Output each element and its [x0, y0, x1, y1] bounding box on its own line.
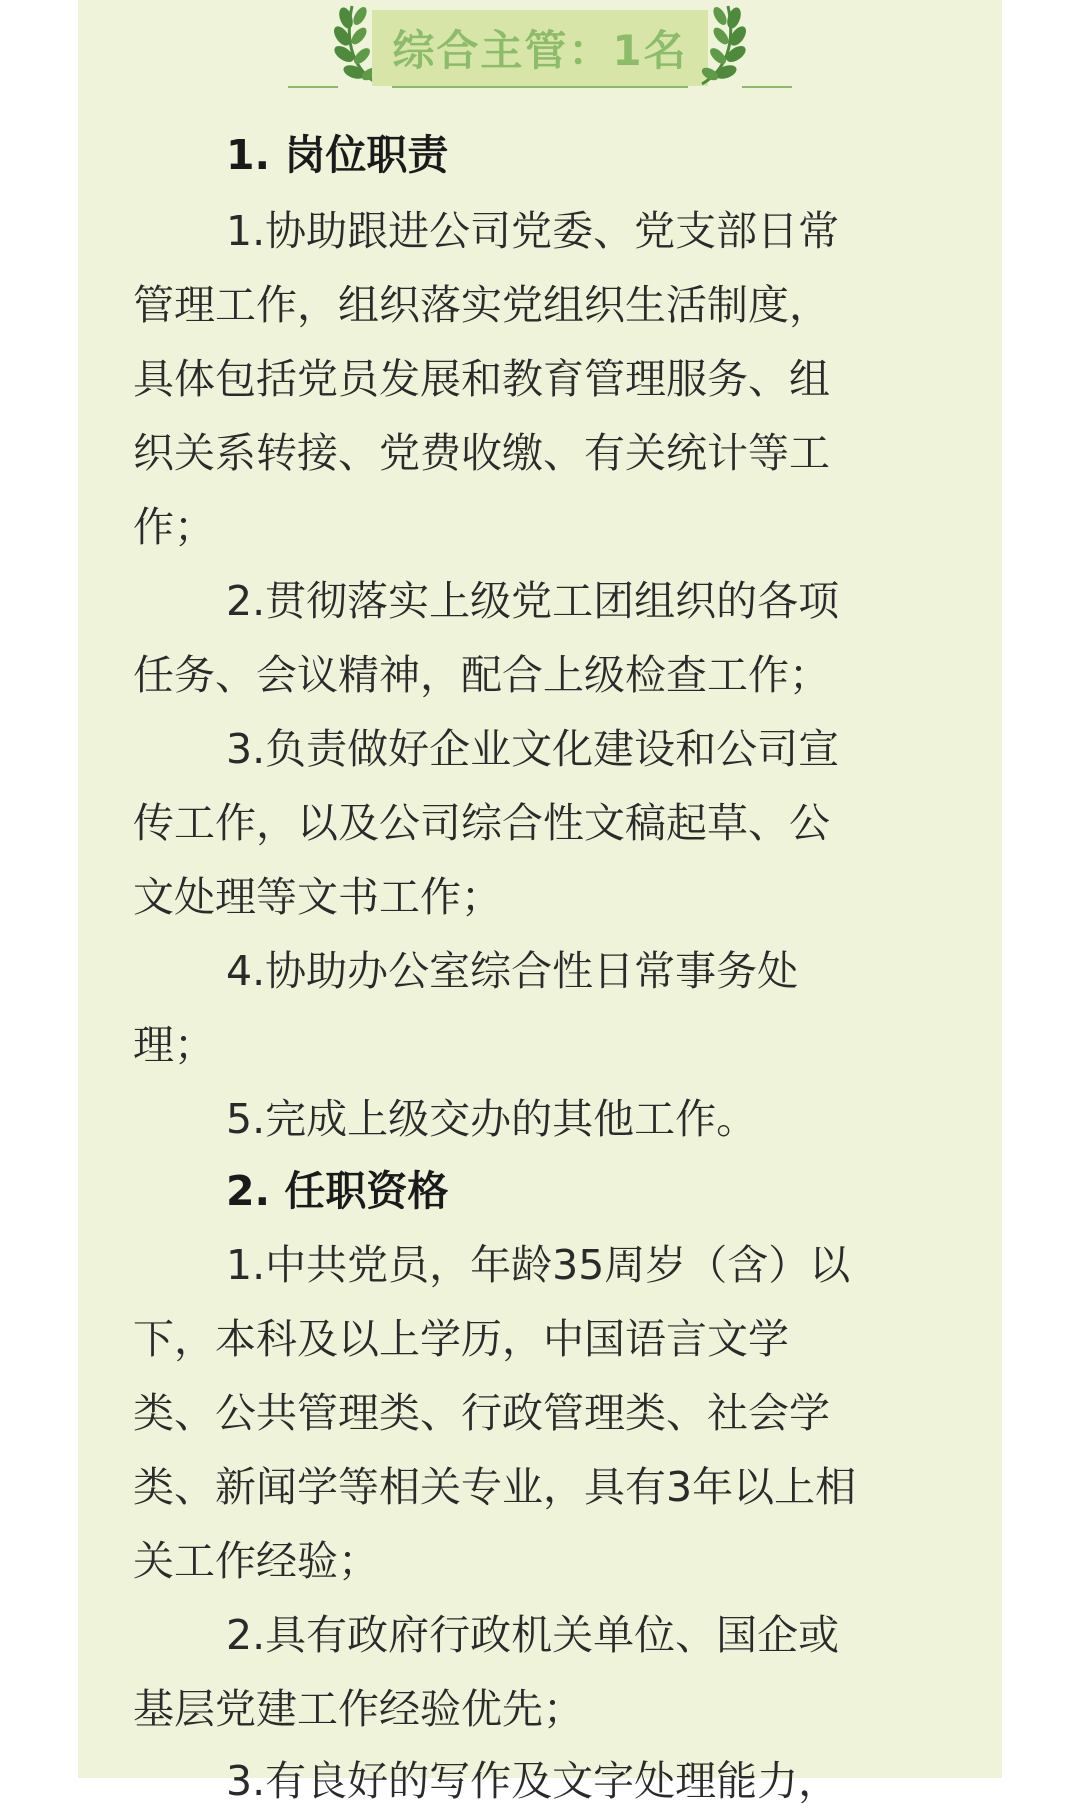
text-line: 文处理等文书工作； — [133, 873, 502, 921]
text-line: 传工作，以及公司综合性文稿起草、公 — [133, 799, 830, 847]
text-line: 2.贯彻落实上级党工团组织的各项 — [226, 577, 840, 625]
section-heading-duties: 1. 岗位职责 — [226, 131, 449, 179]
text-line: 下，本科及以上学历，中国语言文学 — [133, 1315, 789, 1363]
text-line: 作； — [133, 503, 215, 551]
text-line: 5.完成上级交办的其他工作。 — [226, 1095, 758, 1143]
text-line: 类、公共管理类、行政管理类、社会学 — [133, 1389, 830, 1437]
text-line: 1.中共党员，年龄35周岁（含）以 — [226, 1241, 851, 1289]
text-line: 2.具有政府行政机关单位、国企或 — [226, 1611, 840, 1659]
text-line: 织关系转接、党费收缴、有关统计等工 — [133, 429, 830, 477]
section-heading-qualifications: 2. 任职资格 — [226, 1167, 449, 1215]
text-line: 类、新闻学等相关专业，具有3年以上相 — [133, 1463, 857, 1511]
text-line: 3.负责做好企业文化建设和公司宣 — [226, 725, 840, 773]
page-title: 综合主管：1名 — [372, 10, 708, 86]
text-line: 3.有良好的写作及文字处理能力， — [226, 1757, 840, 1805]
text-line: 任务、会议精神，配合上级检查工作； — [133, 651, 830, 699]
text-line: 理； — [133, 1021, 215, 1069]
text-line: 关工作经验； — [133, 1537, 379, 1585]
text-line: 管理工作，组织落实党组织生活制度， — [133, 281, 830, 329]
text-line: 1.协助跟进公司党委、党支部日常 — [226, 207, 840, 255]
text-line: 基层党建工作经验优先； — [133, 1685, 584, 1733]
text-line: 4.协助办公室综合性日常事务处 — [226, 947, 799, 995]
text-line: 具体包括党员发展和教育管理服务、组 — [133, 355, 830, 403]
